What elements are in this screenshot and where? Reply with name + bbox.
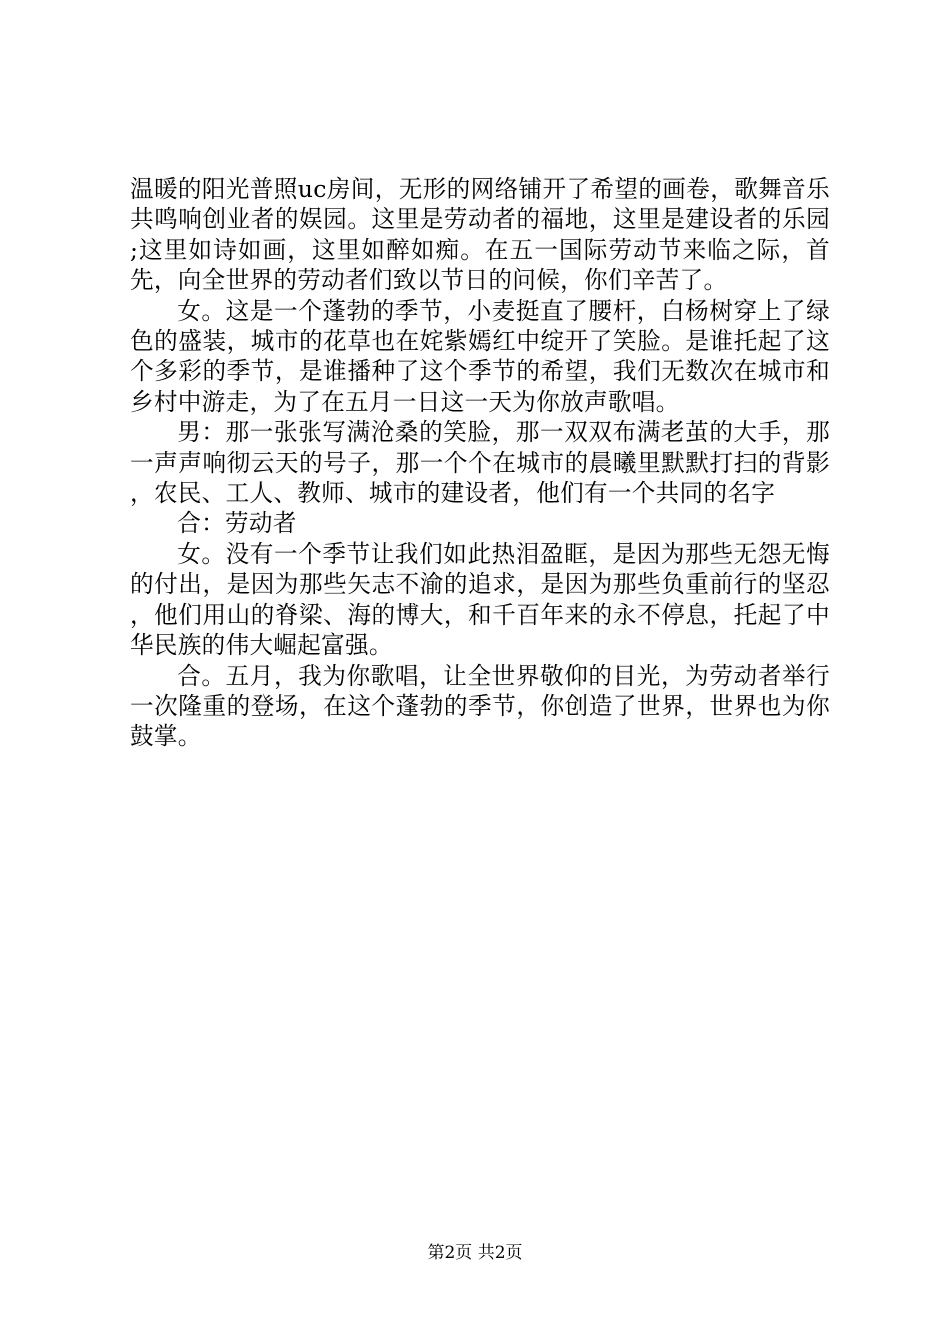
paragraph-together-1: 合：劳动者 <box>177 509 297 538</box>
paragraph-together-2: 合。五月，我为你歌唱，让全世界敬仰的目光，为劳动者举行一次隆重的登场，在这个蓬勃的季节，你创造了世界，世界也为你鼓掌。 <box>130 661 830 751</box>
paragraph-male-1: 男：那一张张写满沧桑的笑脸，那一双双布满老茧的大手，那一声声响彻云天的号子，那一个个在城市的晨曦里默默打扫的背影，农民、工人、教师、城市的建设者，他们有一个共同的名字 <box>130 418 830 508</box>
paragraph-female-1: 女。这是一个蓬勃的季节，小麦挺直了腰杆，白杨树穿上了绿色的盛装，城市的花草也在姹紫嫣红中绽开了笑脸。是谁托起了这个多彩的季节，是谁播种了这个季节的希望，我们无数次在城市和乡村中游走，为了在五月一日这一天为你放声歌唱。 <box>130 296 830 416</box>
document-body <box>130 174 830 752</box>
paragraph-intro: 温暖的阳光普照uc房间，无形的网络铺开了希望的画卷，歌舞音乐共鸣响创业者的娱园。这里是劳动者的福地，这里是建设者的乐园;这里如诗如画，这里如醉如痴。在五一国际劳动节来临之际，首先，向全世界的劳动者们致以节日的问候，你们辛苦了。 <box>130 175 830 295</box>
page-footer: 第2页 共2页 <box>427 1243 523 1263</box>
paragraph-female-2: 女。没有一个季节让我们如此热泪盈眶，是因为那些无怨无悔的付出，是因为那些矢志不渝的追求，是因为那些负重前行的坚忍，他们用山的脊梁、海的博大，和千百年来的永不停息，托起了中华民族的伟大崛起富强。 <box>130 539 830 660</box>
